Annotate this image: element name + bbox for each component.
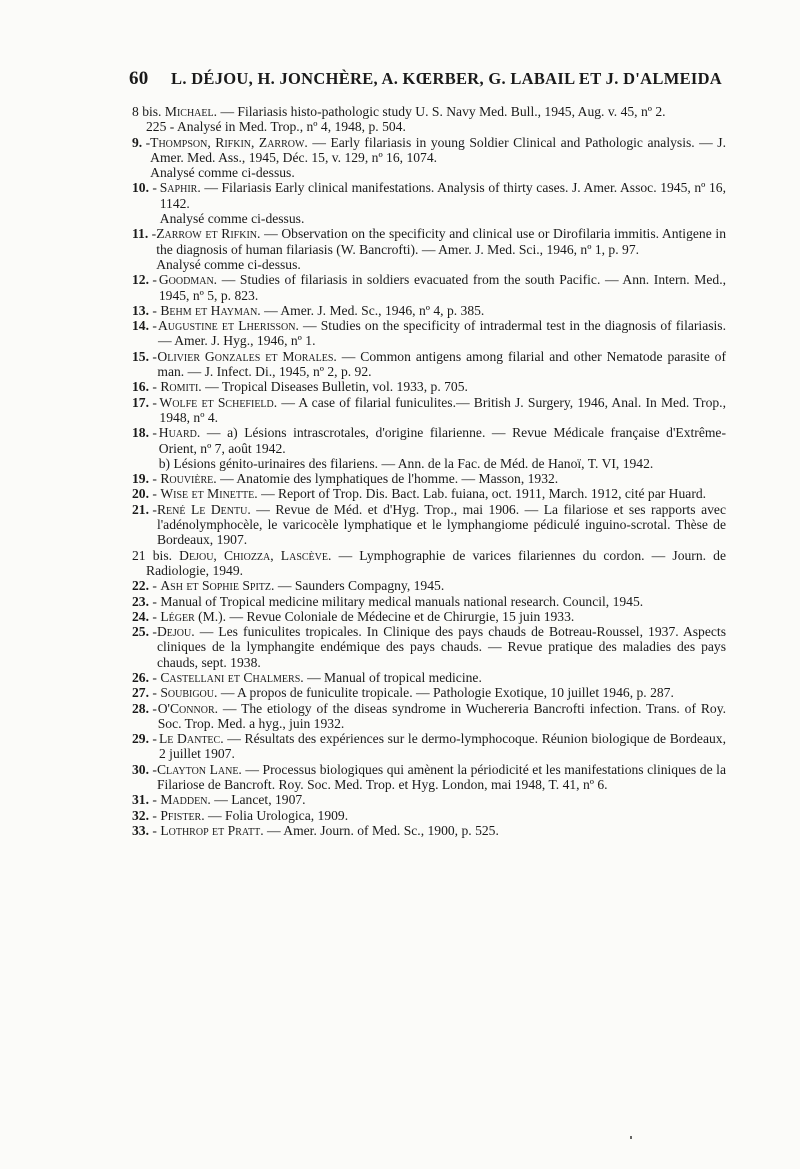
reference-text: — A case of filarial funiculites.— British J. Surgery, 1946, Anal. In Med. Trop., 1948, nº 4. xyxy=(159,394,726,425)
reference-number: 17. xyxy=(132,394,149,410)
reference-text: — Report of Trop. Dis. Bact. Lab. fuiana, oct. 1911, March. 1912, cité par Huard. xyxy=(261,486,707,502)
reference-entry: 19. - Rouvière. — Anatomie des lymphatiques de l'homme. — Masson, 1932. xyxy=(132,471,559,487)
reference-text: — Lymphographie de varices filariennes du cordon. — Journ. de Radiologie, 1949. xyxy=(146,547,727,578)
page-number: 60 xyxy=(129,68,149,89)
reference-entry: 22. - Ash et Sophie Spitz. — Saunders Compagny, 1945. xyxy=(132,578,445,594)
reference-number: 26. xyxy=(132,669,149,685)
reference-author: O'Connor. xyxy=(157,700,219,716)
reference-number: 12. xyxy=(132,272,149,288)
reference-entry: 21. - René Le Dentu. — Revue de Méd. et d'Hyg. Trop., mai 1906. — La filariose et ses rapports avec l'adénolymphocèle, le varicocèle lymphatique et le lymphangiome pédiculé inguino-scrotal. Thèse de Bordeaux, 1907. xyxy=(132,501,726,548)
reference-author: Dejou. xyxy=(156,624,195,640)
reference-note: Analysé comme ci-dessus. xyxy=(156,256,301,272)
reference-number: 23. xyxy=(132,593,149,609)
reference-text: — Résultats des expériences sur le dermo-lymphocoque. Réunion biologique de Bordeaux, 2 juillet 1907. xyxy=(158,731,726,762)
reference-number: 27. xyxy=(132,685,149,701)
reference-number: 21 bis. xyxy=(132,547,173,563)
reference-text: — Early filariasis in young Soldier Clinical and Pathologic analysis. — J. Amer. Med. Ass., 1945, Déc. 15, v. 129, nº 16, 1074. xyxy=(150,134,726,165)
reference-entry: 9. - Thompson, Rifkin, Zarrow. — Early filariasis in young Soldier Clinical and Pathologic analysis. — J. Amer. Med. Ass., 1945, Déc. 15, v. 129, nº 16, 1074. Analysé comme ci-dessus. xyxy=(132,134,726,181)
reference-text: — A propos de funiculite tropicale. — Pathologie Exotique, 10 juillet 1946, p. 287. xyxy=(220,685,674,701)
reference-text: — Amer. J. Med. Sc., 1946, nº 4, p. 385. xyxy=(264,302,485,318)
reference-number: 19. xyxy=(132,471,149,487)
reference-author: Huard. xyxy=(158,425,201,441)
reference-author: Castellani et Chalmers. xyxy=(160,669,304,685)
reference-entry xyxy=(132,548,726,579)
reference-author: Soubigou. xyxy=(160,685,218,701)
reference-entry: 11. - Zarrow et Rifkin. — Observation on the specificity and clinical use or Dirofilaria immitis. Antigene in the diagnosis of human filariasis (W. Bancrofti). — Amer. J. Med. Sci., 1946, nº 1, p. 97. Analysé comme ci-dessus. xyxy=(132,226,726,272)
reference-author: Clayton Lane. xyxy=(156,761,242,777)
reference-number: 32. xyxy=(132,807,149,823)
reference-number: 10. xyxy=(132,180,149,196)
reference-number: 30. xyxy=(132,761,149,777)
reference-number: 20. xyxy=(132,486,149,502)
reference-text: — Anatomie des lymphatiques de l'homme. — Masson, 1932. xyxy=(220,471,559,487)
reference-entry: 31. - Madden. — Lancet, 1907. xyxy=(132,792,306,808)
reference-author: Zarrow et Rifkin. xyxy=(156,226,261,242)
reference-entry: 16. - Romiti. — Tropical Diseases Bulletin, vol. 1933, p. 705. xyxy=(132,379,468,395)
reference-number: 9. xyxy=(132,134,143,150)
reference-entry: 18. - Huard. — a) Lésions intrascrotales, d'origine filarienne. — Revue Médicale française d'Extrême-Orient, nº 7, août 1942. b) Lésions génito-urinaires des filariens. — Ann. de la Fac. de Méd. de Hanoï, T. VI, 1942. xyxy=(132,425,726,471)
reference-note: Analysé comme ci-dessus. xyxy=(150,165,295,181)
reference-author: Augustine et Lherisson. xyxy=(157,318,299,334)
reference-text: — Processus biologiques qui amènent la périodicité et les manifestations cliniques de la Filariose de Bancroft. Roy. Soc. Med. Trop. et Hyg. London, mai 1948, T. 41, nº 6. xyxy=(156,761,726,793)
reference-author: Behm et Hayman. xyxy=(160,302,261,318)
reference-number: 28. xyxy=(132,700,149,716)
reference-text: — Tropical Diseases Bulletin, vol. 1933, p. 705. xyxy=(205,379,468,395)
reference-text: — Manual of tropical medicine. xyxy=(307,669,482,685)
reference-author: Rouvière. xyxy=(160,471,217,487)
reference-number: 14. xyxy=(132,318,149,334)
reference-entry: 27. - Soubigou. — A propos de funiculite tropicale. — Pathologie Exotique, 10 juillet 1946, p. 287. xyxy=(132,685,674,701)
reference-text: — Studies of filariasis in soldiers evacuated from the south Pacific. — Ann. Intern. Med., 1945, nº 5, p. 823. xyxy=(158,272,726,303)
reference-entry: 12. - Goodman. — Studies of filariasis in soldiers evacuated from the south Pacific. — Ann. Intern. Med., 1945, nº 5, p. 823. xyxy=(132,272,726,303)
reference-entry: 33. - Lothrop et Pratt. — Amer. Journ. of Med. Sc., 1900, p. 525. xyxy=(132,822,499,838)
reference-text: — Filariasis Early clinical manifestations. Analysis of thirty cases. J. Amer. Assoc. 1945, nº 16, 1142. xyxy=(159,180,726,211)
reference-entry: 30. - Clayton Lane. — Processus biologiques qui amènent la périodicité et les manifestations cliniques de la Filariose de Bancroft. Roy. Soc. Med. Trop. et Hyg. London, mai 1948, T. 41, nº 6. xyxy=(132,761,726,793)
reference-author: Madden. xyxy=(160,792,211,808)
reference-author: Le Dantec. xyxy=(158,731,224,747)
reference-text: — Les funiculites tropicales. In Clinique des pays chauds de Botreau-Roussel, 1937. Aspects cliniques de la lymphangite endémique des pays chauds. — Revue pratique des maladies des pays chauds, sept. 1938. xyxy=(156,624,726,670)
reference-number: 18. xyxy=(132,425,149,441)
reference-entry: 13. - Behm et Hayman. — Amer. J. Med. Sc., 1946, nº 4, p. 385. xyxy=(132,302,485,318)
reference-author: Thompson, Rifkin, Zarrow. xyxy=(150,134,308,150)
reference-author: René Le Dentu. xyxy=(156,501,251,517)
reference-entry: 14. - Augustine et Lherisson. — Studies on the specificity of intradermal test in the diagnosis of filariasis. — Amer. J. Hyg., 1946, nº 1. xyxy=(132,318,726,349)
reference-number: 22. xyxy=(132,578,149,594)
reference-entry: 17. - Wolfe et Schefield. — A case of filarial funiculites.— British J. Surgery, 1946, Anal. In Med. Trop., 1948, nº 4. xyxy=(132,394,726,425)
reference-author: Michael. xyxy=(164,104,218,119)
reference-entry: 23. - Manual of Tropical medicine military medical manuals national research. Council, 1945. xyxy=(132,593,644,609)
reference-entry: 24. - Léger (M.). — Revue Coloniale de Médecine et de Chirurgie, 15 juin 1933. xyxy=(132,608,575,624)
reference-text: — Revue de Méd. et d'Hyg. Trop., mai 1906. — La filariose et ses rapports avec l'adénolymphocèle, le varicocèle lymphatique et le lymphangiome pédiculé inguino-scrotal. Thèse de Bordeaux, 1907. xyxy=(156,501,726,548)
reference-note: b) Lésions génito-urinaires des filariens. — Ann. de la Fac. de Méd. de Hanoï, T. VI, 1942. xyxy=(158,455,654,471)
reference-number: 15. xyxy=(132,348,149,364)
reference-text: — Observation on the specificity and clinical use or Dirofilaria immitis. Antigene in the diagnosis of human filariasis (W. Bancrofti). — Amer. J. Med. Sci., 1946, nº 1, p. 97. xyxy=(156,226,726,257)
scan-speck xyxy=(630,1136,632,1139)
running-header xyxy=(129,68,723,90)
reference-author: Wolfe et Schefield. xyxy=(159,394,278,410)
reference-text: — Folia Urologica, 1909. xyxy=(208,807,349,823)
reference-text: — Saunders Compagny, 1945. xyxy=(277,578,445,594)
reference-text: — Lancet, 1907. xyxy=(214,792,306,808)
reference-text: — Amer. Journ. of Med. Sc., 1900, p. 525. xyxy=(267,822,499,838)
reference-text: — a) Lésions intrascrotales, d'origine filarienne. — Revue Médicale française d'Extrême-Orient, nº 7, août 1942. xyxy=(158,425,726,456)
reference-author: Pfister. xyxy=(160,807,205,823)
reference-entry: 32. - Pfister. — Folia Urologica, 1909. xyxy=(132,807,349,823)
reference-text: Manual of Tropical medicine military medical manuals national research. Council, 1945. xyxy=(160,593,644,609)
reference-entry: 28. - O'Connor. — The etiology of the diseas syndrome in Wuchereria Bancrofti infection. Trans. of Roy. Soc. Trop. Med. a hyg., juin 1932. xyxy=(132,700,727,731)
reference-text: — Common antigens among filarial and other Nematode parasite of man. — J. Infect. Di., 1945, nº 2, p. 92. xyxy=(157,348,726,380)
reference-text: — Revue Coloniale de Médecine et de Chirurgie, 15 juin 1933. xyxy=(229,608,575,624)
reference-entry: 10. - Saphir. — Filariasis Early clinical manifestations. Analysis of thirty cases. J. Amer. Assoc. 1945, nº 16, 1142. Analysé comme ci-dessus. xyxy=(132,180,726,227)
reference-number: 13. xyxy=(132,302,149,318)
reference-number: 24. xyxy=(132,608,149,624)
reference-author: Goodman. xyxy=(158,272,218,288)
reference-number: 31. xyxy=(132,792,149,808)
reference-number: 29. xyxy=(132,731,149,747)
reference-text: — Studies on the specificity of intradermal test in the diagnosis of filariasis. — Amer. J. Hyg., 1946, nº 1. xyxy=(157,318,726,349)
reference-author: Wise et Minette. xyxy=(160,486,258,502)
reference-note: Analysé comme ci-dessus. xyxy=(159,211,305,227)
reference-text: — The etiology of the diseas syndrome in Wuchereria Bancrofti infection. Trans. of Roy. Soc. Trop. Med. a hyg., juin 1932. xyxy=(157,700,727,731)
reference-entry: 25. - Dejou. — Les funiculites tropicales. In Clinique des pays chauds de Botreau-Roussel, 1937. Aspects cliniques de la lymphangite endémique des pays chauds. — Revue pratique des maladies des pays chauds, sept. 1938. xyxy=(132,624,726,670)
reference-author: Dejou, Chiozza, Lascève. xyxy=(179,547,332,563)
reference-note: 225 - Analysé in Med. Trop., nº 4, 1948, p. 504. xyxy=(146,119,406,135)
reference-number: 8 bis. xyxy=(132,104,162,119)
reference-number: 33. xyxy=(132,822,149,838)
header-authors: L. DÉJOU, H. JONCHÈRE, A. KŒRBER, G. LABAIL ET J. D'ALMEIDA xyxy=(171,69,723,88)
reference-entry: 15. - Olivier Gonzales et Morales. — Common antigens among filarial and other Nematode parasite of man. — J. Infect. Di., 1945, nº 2, p. 92. xyxy=(132,348,726,380)
reference-author: Saphir. xyxy=(159,180,201,196)
reference-entry: 26. - Castellani et Chalmers. — Manual of tropical medicine. xyxy=(132,669,482,685)
reference-author: Léger (M.). xyxy=(160,608,227,624)
reference-author: Olivier Gonzales et Morales. xyxy=(157,348,337,364)
reference-author: Romiti. xyxy=(160,379,202,395)
reference-number: 25. xyxy=(132,624,149,640)
reference-author: Ash et Sophie Spitz. xyxy=(160,578,275,594)
reference-number: 11. xyxy=(132,226,149,242)
reference-author: Lothrop et Pratt. xyxy=(160,822,264,838)
reference-entry: 20. - Wise et Minette. — Report of Trop. Dis. Bact. Lab. fuiana, oct. 1911, March. 1912, cité par Huard. xyxy=(132,486,707,502)
reference-text: — Filariasis histo-pathologic study U. S. Navy Med. Bull., 1945, Aug. v. 45, nº 2. xyxy=(220,104,666,119)
reference-entry xyxy=(132,104,726,135)
reference-entry: 29. - Le Dantec. — Résultats des expériences sur le dermo-lymphocoque. Réunion biologique de Bordeaux, 2 juillet 1907. xyxy=(132,731,726,762)
reference-number: 21. xyxy=(132,501,149,517)
reference-number: 16. xyxy=(132,379,149,395)
reference-list xyxy=(132,104,726,838)
